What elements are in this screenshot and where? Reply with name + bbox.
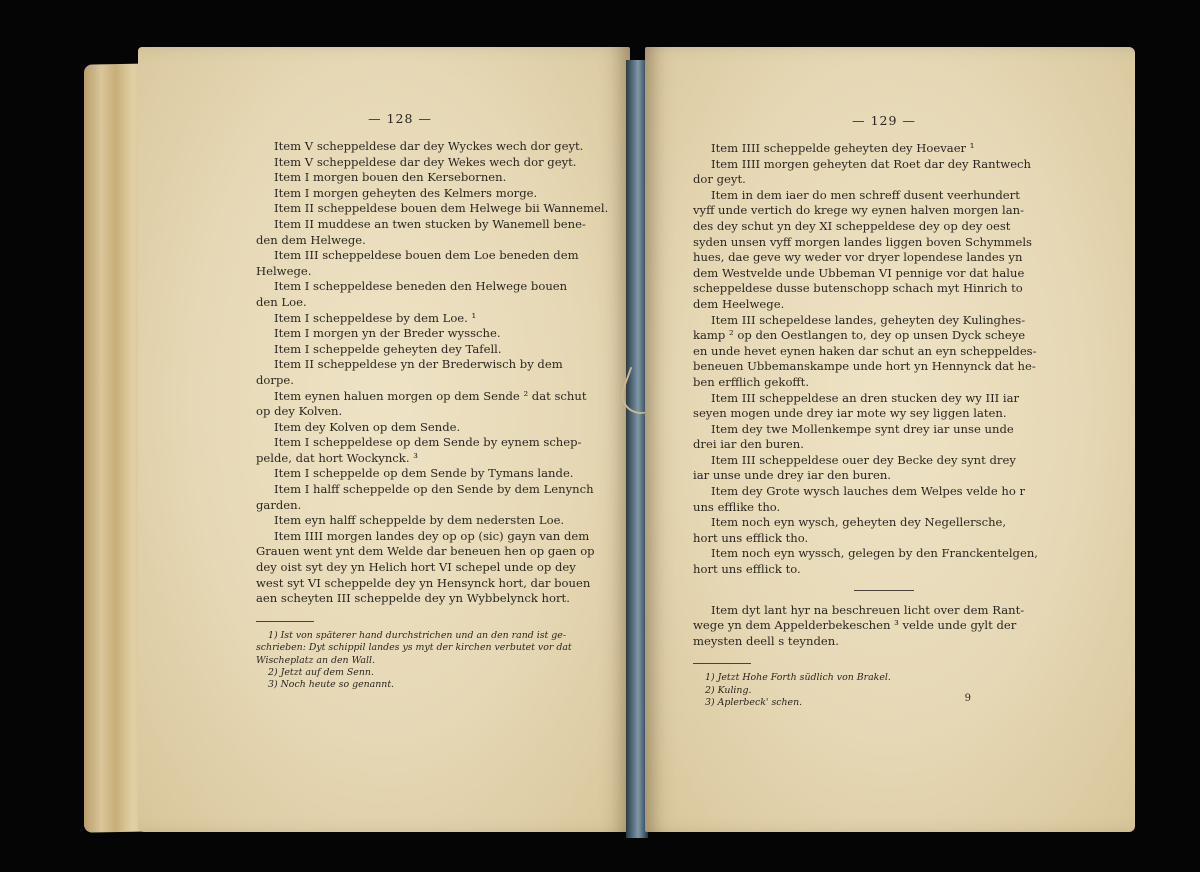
text-line: Item III scheppeldese bouen dem Loe beneden dem (274, 248, 579, 263)
text-line: Item in dem iaer do men schreff dusent veerhundert (711, 187, 1020, 202)
text-line: des dey schut yn dey XI scheppeldese dey op dey oest (693, 218, 1011, 233)
text-line: Grauen went ynt dem Welde dar beneuen hen op gaen op (256, 544, 595, 559)
text-line: vyff unde vertich do krege wy eynen halven morgen lan- (693, 203, 1025, 218)
section-separator (854, 590, 914, 591)
text-line: Item dey Kolven op dem Sende. (274, 419, 461, 434)
text-line: Item I scheppelde op dem Sende by Tymans lande. (274, 466, 574, 481)
text-line: seyen mogen unde drey iar mote wy sey liggen laten. (693, 406, 1007, 421)
text-line: Item IIII morgen landes dey op op (sic) gayn van dem (274, 528, 590, 543)
text-line: den dem Helwege. (256, 232, 366, 247)
text-line: Item I morgen geheyten des Kelmers morge. (274, 185, 538, 200)
text-line: Item II muddese an twen stucken by Wanemell bene- (274, 216, 586, 231)
footnote-line: Wischeplatz an den Wall. (256, 654, 375, 666)
text-line: Item III scheppeldese ouer dey Becke dey synt drey (711, 452, 1016, 467)
page-number-left: — 128 — (368, 111, 432, 126)
text-line: syden unsen vyff morgen landes liggen boven Schymmels (693, 234, 1033, 249)
text-line: uns efflike tho. (693, 499, 781, 514)
text-line: hort uns efflick tho. (693, 530, 809, 545)
right-page-closing-text (693, 603, 1075, 650)
footnote-rule-right (693, 663, 751, 664)
text-line: en unde hevet eynen haken dar schut an eyn scheppeldes- (693, 343, 1037, 358)
text-line: hues, dae geve wy weder vor dryer lopendese landes yn (693, 250, 1023, 265)
text-line: dem Westvelde unde Ubbeman VI pennige vor dat halue (693, 265, 1025, 280)
text-line: dey oist syt dey yn Helich hort VI schepel unde op dey (256, 560, 576, 575)
text-line: Item IIII morgen geheyten dat Roet dar dey Rantwech (711, 156, 1032, 171)
text-line: wege yn dem Appelderbekeschen ³ velde unde gylt der (693, 618, 1017, 633)
text-line: Item eyn halff scheppelde by dem nedersten Loe. (274, 513, 565, 528)
text-line: Item I halff scheppelde op den Sende by dem Lenynch (274, 482, 594, 497)
footnote-line: 3) Noch heute so genannt. (268, 679, 395, 691)
text-line: op dey Kolven. (256, 404, 343, 419)
signature-mark: 9 (964, 693, 971, 704)
text-line: garden. (256, 497, 302, 512)
text-line: Item I scheppelde geheyten dey Tafell. (274, 341, 502, 356)
right-page (645, 47, 1135, 832)
text-line: meysten deell s teynden. (693, 633, 839, 648)
text-line: Item dey twe Mollenkempe synt drey iar unse unde (711, 421, 1014, 436)
text-line: ben erfflich gekofft. (693, 374, 810, 389)
text-line: west syt VI scheppelde dey yn Hensynck hort, dar bouen (256, 575, 591, 590)
text-line: Item dey Grote wysch lauches dem Welpes velde ho r (711, 484, 1026, 499)
text-line: beneuen Ubbemanskampe unde hort yn Hennynck dat he- (693, 359, 1036, 374)
text-line: Item II scheppeldese bouen dem Helwege bii Wannemel. (274, 201, 609, 216)
footnote-line: schrieben: Dyt schippil landes ys myt der kirchen verbutet vor dat (256, 642, 572, 654)
footnote-line: 2) Jetzt auf dem Senn. (268, 667, 374, 679)
text-line: drei iar den buren. (693, 437, 804, 452)
text-line: den Loe. (256, 294, 307, 309)
text-line: pelde, dat hort Wockynck. ³ (256, 450, 418, 465)
footnote-line: 2) Kuling. (705, 684, 752, 696)
text-line: Item V scheppeldese dar dey Wekes wech dor geyt. (274, 154, 577, 169)
text-line: Item II scheppeldese yn der Brederwisch by dem (274, 357, 563, 372)
footnote-line: 1) Jetzt Hohe Forth südlich von Brakel. (705, 672, 891, 684)
text-line: dem Heelwege. (693, 296, 785, 311)
text-line: dorpe. (256, 372, 294, 387)
text-line: Item III scheppeldese an dren stucken dey wy III iar (711, 390, 1020, 405)
text-line: scheppeldese dusse butenschopp schach myt Hinrich to (693, 281, 1023, 296)
text-line: Item I scheppeldese op dem Sende by eynem schep- (274, 435, 582, 450)
text-line: Item IIII scheppelde geheyten dey Hoevaer ¹ (711, 141, 975, 155)
text-line: Item I morgen bouen den Kersebornen. (274, 170, 507, 185)
text-line: Item eynen haluen morgen op dem Sende ² dat schut (274, 388, 587, 403)
right-page-text (693, 141, 1075, 578)
text-line: dor geyt. (693, 172, 746, 187)
text-line: aen scheyten III scheppelde dey yn Wybbelynck hort. (256, 591, 570, 606)
footnote-line: 3) Aplerbeck' schen. (705, 697, 803, 709)
text-line: iar unse unde drey iar den buren. (693, 468, 891, 483)
left-page-text (256, 139, 609, 607)
text-line: Helwege. (256, 263, 312, 278)
text-line: Item I morgen yn der Breder wyssche. (274, 326, 501, 341)
text-line: Item dyt lant hyr na beschreuen licht over dem Rant- (711, 602, 1025, 617)
page-number-right: — 129 — (852, 113, 916, 128)
text-line: Item V scheppeldese dar dey Wyckes wech dor geyt. (274, 139, 584, 153)
right-page-footnotes (693, 672, 1075, 709)
footnote-line: 1) Ist von späterer hand durchstrichen und an den rand ist ge- (268, 629, 566, 641)
footnote-rule-left (256, 621, 314, 622)
text-line: Item I scheppeldese beneden den Helwege bouen (274, 279, 568, 294)
text-line: Item I scheppeldese by dem Loe. ¹ (274, 310, 477, 325)
left-page-footnotes (256, 630, 584, 692)
text-line: Item noch eyn wysch, geheyten dey Negellersche, (711, 515, 1007, 530)
text-line: Item III schepeldese landes, geheyten dey Kulinghes- (711, 312, 1026, 327)
text-line: kamp ² op den Oestlangen to, dey op unsen Dyck scheye (693, 328, 1026, 343)
text-line: Item noch eyn wyssch, gelegen by den Franckentelgen, (711, 546, 1038, 561)
left-page (138, 47, 630, 832)
text-line: hort uns efflick to. (693, 562, 801, 577)
